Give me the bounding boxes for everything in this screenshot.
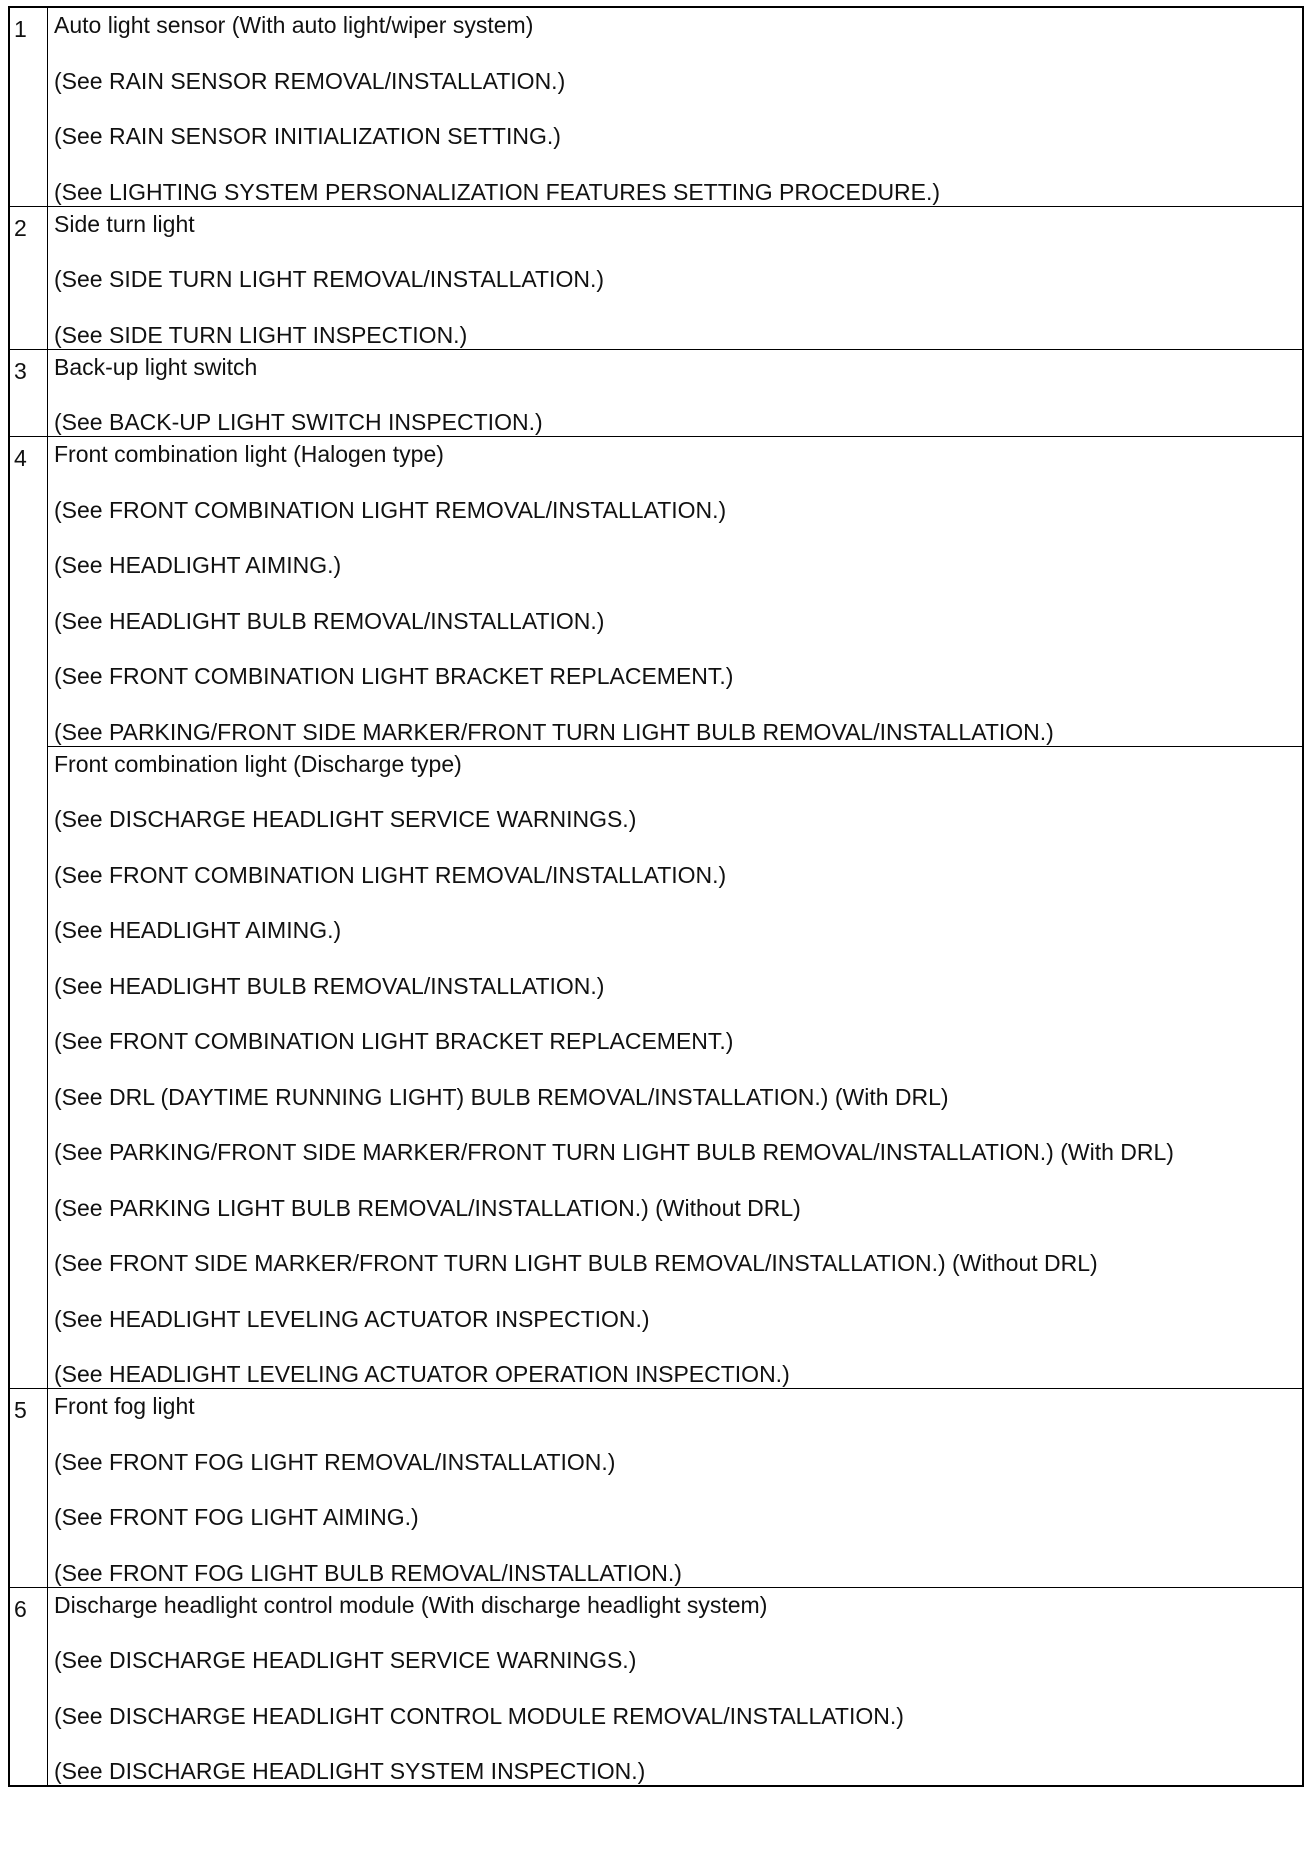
item-content — [48, 1587, 1304, 1786]
reference-link[interactable]: (See PARKING/FRONT SIDE MARKER/FRONT TURN LIGHT BULB REMOVAL/INSTALLATION.) — [54, 718, 1054, 745]
component-table — [8, 6, 1304, 1787]
item-content — [48, 7, 1304, 206]
reference-link[interactable]: (See HEADLIGHT AIMING.) — [54, 917, 342, 943]
item-title: Auto light sensor (With auto light/wiper system) — [54, 12, 534, 38]
table-row — [9, 349, 1303, 437]
table-row — [9, 746, 1303, 1389]
reference-link[interactable]: (See FRONT COMBINATION LIGHT REMOVAL/INSTALLATION.) — [54, 496, 727, 523]
item-title: Front combination light (Halogen type) — [54, 441, 444, 467]
reference-link[interactable]: (See PARKING/FRONT SIDE MARKER/FRONT TURN LIGHT BULB REMOVAL/INSTALLATION.) (With DRL) — [54, 1139, 1174, 1165]
reference-link[interactable]: (See HEADLIGHT LEVELING ACTUATOR OPERATION INSPECTION.) — [54, 1361, 790, 1387]
table-row — [9, 1389, 1303, 1588]
reference-link[interactable]: (See FRONT COMBINATION LIGHT BRACKET REPLACEMENT.) — [54, 663, 734, 689]
table-row — [9, 1587, 1303, 1786]
reference-link[interactable]: (See SIDE TURN LIGHT INSPECTION.) — [54, 321, 468, 348]
item-title: Back-up light switch — [54, 353, 258, 380]
table-row — [9, 206, 1303, 349]
reference-link[interactable]: (See HEADLIGHT BULB REMOVAL/INSTALLATION.) — [54, 607, 605, 634]
reference-link[interactable]: (See BACK-UP LIGHT SWITCH INSPECTION.) — [54, 409, 543, 435]
item-title: Discharge headlight control module (With discharge headlight system) — [54, 1591, 768, 1618]
reference-link[interactable]: (See FRONT FOG LIGHT REMOVAL/INSTALLATION.) — [54, 1448, 616, 1475]
reference-link[interactable]: (See DISCHARGE HEADLIGHT SERVICE WARNINGS.) — [54, 1647, 637, 1673]
reference-link[interactable]: (See FRONT COMBINATION LIGHT BRACKET REPLACEMENT.) — [54, 1028, 734, 1054]
item-number: 4 — [9, 437, 48, 747]
component-table-body — [9, 7, 1303, 1786]
reference-link[interactable]: (See DRL (DAYTIME RUNNING LIGHT) BULB REMOVAL/INSTALLATION.) (With DRL) — [54, 1083, 949, 1110]
item-content — [48, 1389, 1304, 1588]
table-row — [9, 7, 1303, 206]
reference-link[interactable]: (See RAIN SENSOR REMOVAL/INSTALLATION.) — [54, 67, 566, 94]
reference-link[interactable]: (See FRONT FOG LIGHT AIMING.) — [54, 1504, 419, 1530]
item-title: Front fog light — [54, 1393, 195, 1419]
item-content — [48, 437, 1304, 747]
reference-link[interactable]: (See DISCHARGE HEADLIGHT SERVICE WARNINGS.) — [54, 806, 637, 832]
table-row — [9, 437, 1303, 747]
reference-link[interactable]: (See LIGHTING SYSTEM PERSONALIZATION FEATURES SETTING PROCEDURE.) — [54, 178, 941, 205]
item-content — [48, 349, 1304, 437]
reference-link[interactable]: (See FRONT COMBINATION LIGHT REMOVAL/INSTALLATION.) — [54, 861, 727, 888]
item-number — [9, 746, 48, 1389]
item-title: Side turn light — [54, 210, 195, 237]
item-content — [48, 746, 1304, 1389]
reference-link[interactable]: (See HEADLIGHT AIMING.) — [54, 552, 342, 578]
reference-link[interactable]: (See DISCHARGE HEADLIGHT CONTROL MODULE REMOVAL/INSTALLATION.) — [54, 1702, 904, 1729]
reference-link[interactable]: (See SIDE TURN LIGHT REMOVAL/INSTALLATION.) — [54, 266, 604, 292]
reference-link[interactable]: (See FRONT SIDE MARKER/FRONT TURN LIGHT BULB REMOVAL/INSTALLATION.) (Without DRL) — [54, 1250, 1098, 1276]
reference-link[interactable]: (See HEADLIGHT LEVELING ACTUATOR INSPECTION.) — [54, 1305, 650, 1332]
item-number: 1 — [9, 7, 48, 206]
item-number: 2 — [9, 206, 48, 349]
reference-link[interactable]: (See RAIN SENSOR INITIALIZATION SETTING.) — [54, 123, 561, 149]
item-content — [48, 206, 1304, 349]
item-number: 5 — [9, 1389, 48, 1588]
reference-link[interactable]: (See FRONT FOG LIGHT BULB REMOVAL/INSTALLATION.) — [54, 1559, 682, 1586]
item-number: 6 — [9, 1587, 48, 1786]
item-number: 3 — [9, 349, 48, 437]
reference-link[interactable]: (See PARKING LIGHT BULB REMOVAL/INSTALLATION.) (Without DRL) — [54, 1194, 801, 1221]
item-title: Front combination light (Discharge type) — [54, 750, 462, 777]
reference-link[interactable]: (See DISCHARGE HEADLIGHT SYSTEM INSPECTION.) — [54, 1758, 646, 1784]
reference-link[interactable]: (See HEADLIGHT BULB REMOVAL/INSTALLATION.) — [54, 972, 605, 999]
